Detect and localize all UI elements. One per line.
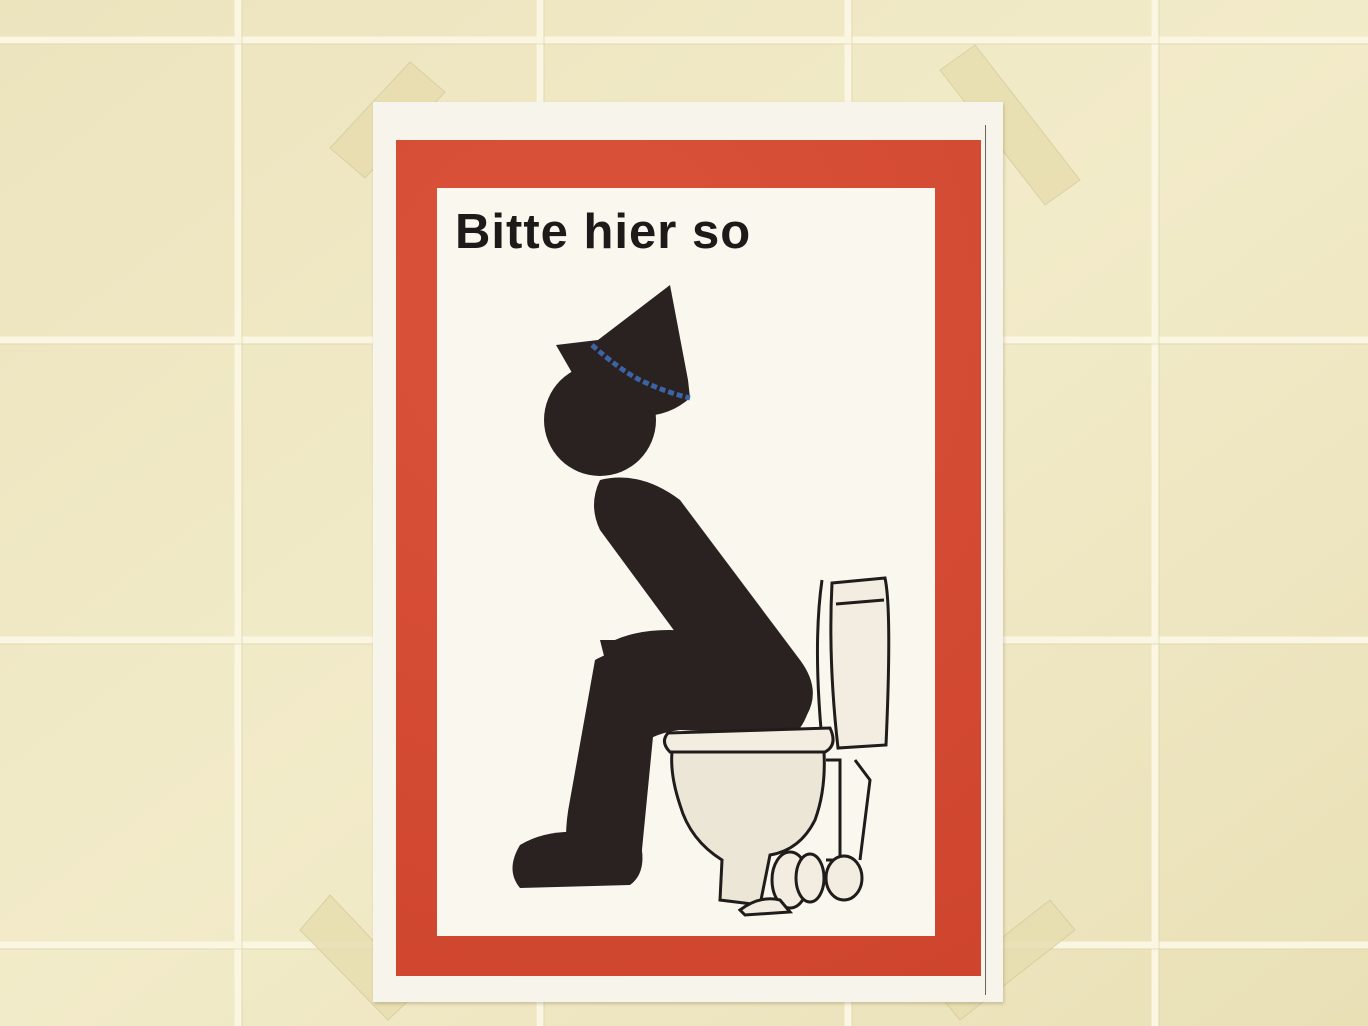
sign-headline: Bitte hier so bbox=[455, 205, 752, 259]
toilet-seat bbox=[664, 728, 833, 752]
figure-foot bbox=[513, 832, 643, 888]
toilet-brush-icon bbox=[855, 760, 870, 860]
